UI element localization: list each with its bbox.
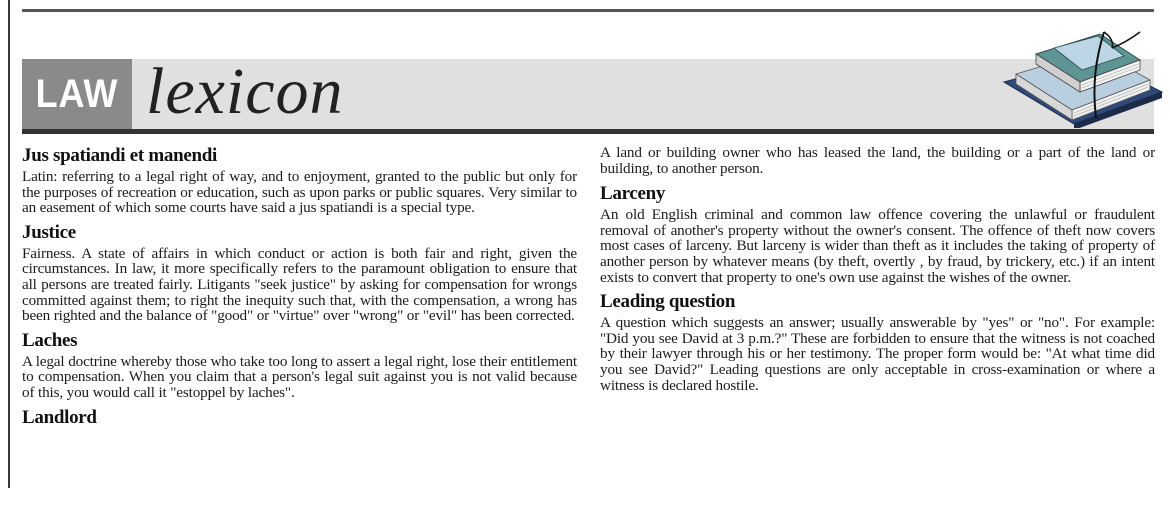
entry-term: Landlord	[22, 406, 97, 428]
left-column	[22, 145, 577, 485]
entry-term: Jus spatiandi et manendi	[22, 145, 217, 166]
entry-jus-spatiandi	[22, 145, 577, 216]
section-tag	[22, 59, 132, 129]
books-stack-icon	[1000, 18, 1166, 128]
right-column	[600, 145, 1155, 399]
entry-term: Justice	[22, 221, 76, 243]
entry-definition: A question which suggests an answer; usually answerable by "yes" or "no". For example: "Did you see David at 3 p.m.?" These are forbidden to ensure that the witness is not coached by their lawyer through his or her testimony. The proper form would be: "At what time did you see David?" Leading questions are only acceptable in cross-examination or where a witness is declared hostile.	[600, 314, 1155, 394]
entry-larceny	[600, 183, 1155, 285]
entry-laches	[22, 330, 577, 401]
entry-definition: Latin: referring to a legal right of way, and to enjoyment, granted to the public but only for the purposes of recreation or education, such as upon parks or public squares. Very similar to an easement of which some courts have said a jus spatiandi is a special type.	[22, 168, 577, 217]
entry-term: Leading question	[600, 291, 736, 313]
entry-definition: An old English criminal and common law offence covering the unlawful or fraudulent removal of another's property without the owner's consent. The offence of theft now covers most cases of larceny. But larceny is wider than theft as it includes the taking of property of another person by whatever means (by theft, overtly , by fraud, by trickery, etc.) if an intent exists to convert that property to one's own use against the wishes of the owner.	[600, 206, 1155, 286]
entry-leading-question	[600, 291, 1155, 393]
landlord-definition: A land or building owner who has leased the land, the building or a part of the land or building, to another person.	[600, 144, 1155, 177]
entry-term: Laches	[22, 329, 78, 351]
entry-justice	[22, 222, 577, 324]
entry-definition: Fairness. A state of affairs in which conduct or action is both fair and right, given the circumstances. In law, it more specifically refers to the paramount obligation to ensure that all persons are treated fairly. Litigants "seek justice" by asking for compensation for wrongs committed against them; to right the inequity such that, with the compensation, a wrong has been righted and the balance of "good" or "virtue" over "wrong" or "evil" has been corrected.	[22, 244, 577, 325]
entry-term: Larceny	[600, 183, 666, 205]
left-frame-rule	[8, 0, 10, 488]
entry-landlord	[22, 407, 577, 429]
entry-definition: A legal doctrine whereby those who take too long to assert a legal right, lose their entitlement to compensation. When you claim that a person's legal suit against you is not valid because of this, you would call it "estoppel by laches".	[22, 352, 577, 401]
top-rule	[22, 9, 1154, 12]
section-tag-label: LAW	[35, 71, 119, 116]
page-title: lexicon	[146, 55, 344, 128]
